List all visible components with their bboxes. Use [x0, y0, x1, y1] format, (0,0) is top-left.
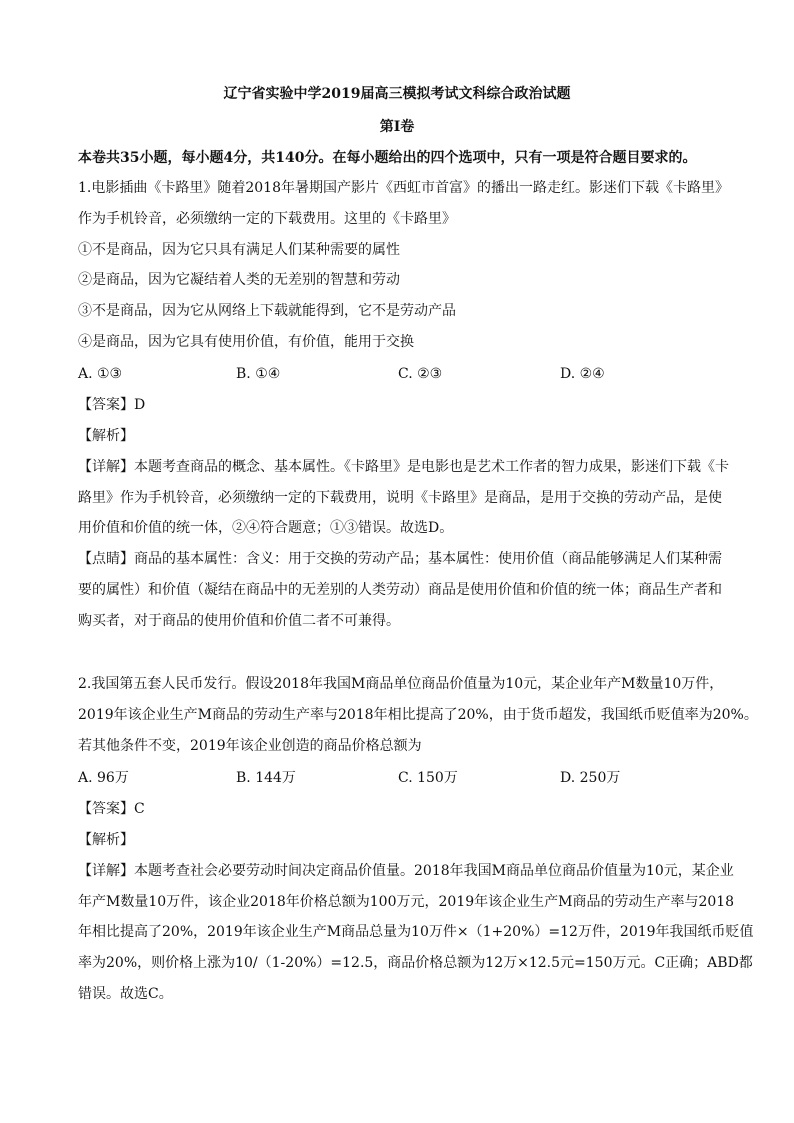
- q1-statement-1: ①不是商品，因为它只具有满足人们某种需要的属性: [78, 242, 400, 258]
- q1-statement-4: ④是商品，因为它具有使用价值，有价值，能用于交换: [78, 334, 414, 350]
- q1-detail-line-2: 路里》作为手机铃音，必须缴纳一定的下载费用，说明《卡路里》是商品，是用于交换的劳动产品，是使: [78, 490, 722, 506]
- q2-detail-line-2: 年产M数量10万件，该企业2018年价格总额为100万元，2019年该企业生产M商品的劳动生产率与2018: [78, 894, 735, 910]
- q1-tip-line-3: 购买者，对于商品的使用价值和价值二者不可兼得。: [78, 613, 400, 629]
- q1-tip-line-1: 【点睛】商品的基本属性：含义：用于交换的劳动产品；基本属性：使用价值（商品能够满足人们某种需: [78, 551, 722, 567]
- q1-statement-3: ③不是商品，因为它从网络上下载就能得到，它不是劳动产品: [78, 303, 456, 319]
- q2-option-c: C. 150万: [398, 770, 458, 786]
- section-heading: 第I卷: [379, 119, 415, 135]
- q1-statement-2: ②是商品，因为它凝结着人类的无差别的智慧和劳动: [78, 272, 400, 288]
- q2-stem-line-2: 2019年该企业生产M商品的劳动生产率与2018年相比提高了20%，由于货币超发，我国纸币贬值率为20%。: [78, 707, 758, 723]
- q2-stem-line-3: 若其他条件不变，2019年该企业创造的商品价格总额为: [78, 738, 422, 754]
- q2-stem-line-1: 2.我国第五套人民币发行。假设2018年我国M商品单位商品价值量为10元，某企业年产M数量10万件，: [78, 676, 724, 692]
- q1-option-d: D. ②④: [560, 366, 605, 382]
- q1-detail-line-1: 【详解】本题考查商品的概念、基本属性。《卡路里》是电影也是艺术工作者的智力成果，影迷们下载《卡: [78, 459, 729, 475]
- q1-tip-line-2: 要的属性）和价值（凝结在商品中的无差别的人类劳动）商品是使用价值和价值的统一体；商品生产者和: [78, 582, 722, 598]
- q1-analysis-label: 【解析】: [78, 428, 134, 444]
- q1-option-a: A. ①③: [78, 366, 123, 382]
- instructions: 本卷共35小题，每小题4分，共140分。在每小题给出的四个选项中，只有一项是符合题目要求的。: [78, 150, 697, 166]
- q1-option-c: C. ②③: [398, 366, 443, 382]
- document-title: 辽宁省实验中学2019届高三模拟考试文科综合政治试题: [223, 86, 571, 102]
- q2-detail-line-3: 年相比提高了20%，2019年该企业生产M商品总量为10万件×（1+20%）=12万件，2019年我国纸币贬值: [78, 924, 754, 940]
- q1-detail-line-3: 用价值和价值的统一体，②④符合题意；①③错误。故选D。: [78, 520, 454, 536]
- q2-detail-line-5: 错误。故选C。: [78, 986, 173, 1002]
- q2-option-b: B. 144万: [236, 770, 296, 786]
- q2-detail-line-4: 率为20%，则价格上涨为10/（1-20%）=12.5，商品价格总额为12万×12.5元=150万元。C正确；ABD都: [78, 955, 753, 971]
- q2-detail-line-1: 【详解】本题考查社会必要劳动时间决定商品价值量。2018年我国M商品单位商品价值量为10元，某企业: [78, 863, 734, 879]
- q1-stem-line-2: 作为手机铃音，必须缴纳一定的下载费用。这里的《卡路里》: [78, 211, 456, 227]
- q1-stem-line-1: 1.电影插曲《卡路里》随着2018年暑期国产影片《西虹市首富》的播出一路走红。影迷们下载《卡路里》: [78, 180, 729, 196]
- q2-option-d: D. 250万: [560, 770, 621, 786]
- q2-answer: 【答案】C: [78, 801, 145, 817]
- q1-answer: 【答案】D: [78, 397, 146, 413]
- q2-analysis-label: 【解析】: [78, 832, 134, 848]
- q1-option-b: B. ①④: [236, 366, 281, 382]
- q2-option-a: A. 96万: [78, 770, 129, 786]
